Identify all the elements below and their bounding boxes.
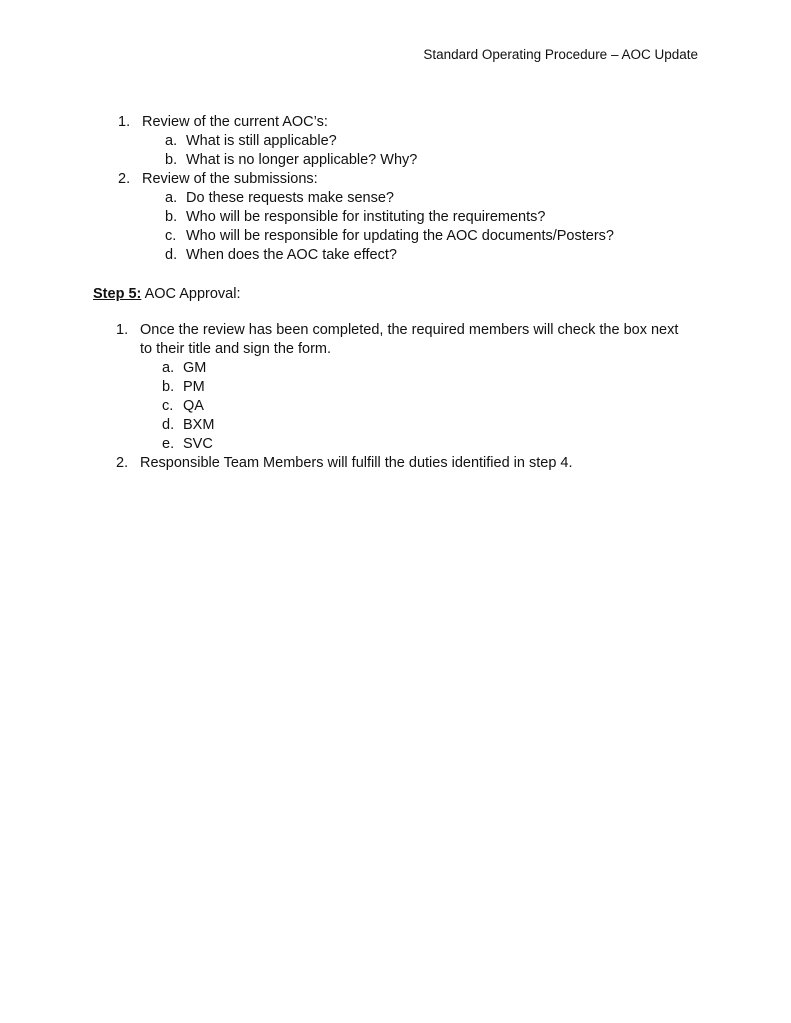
sub-list-text: BXM [183, 417, 215, 433]
list-number: 2. [116, 455, 129, 471]
sub-list-letter: a. [162, 360, 175, 376]
sub-list-text: PM [183, 379, 205, 395]
sub-list-item [165, 189, 394, 208]
sub-list-item [165, 208, 545, 227]
page-header: Standard Operating Procedure – AOC Update [423, 47, 698, 62]
sub-list-letter: b. [162, 379, 175, 395]
step-title: AOC Approval: [141, 286, 241, 302]
sub-list-item [162, 378, 205, 397]
list-text: Once the review has been completed, the required members will check the box next [140, 322, 679, 338]
sub-list-text: SVC [183, 436, 213, 452]
sub-list-text: QA [183, 398, 204, 414]
sub-list-letter: a. [165, 133, 178, 149]
list-item [116, 454, 573, 473]
sub-list-letter: c. [165, 228, 177, 244]
sub-list-letter: c. [162, 398, 174, 414]
sub-list-letter: a. [165, 190, 178, 206]
sub-list-letter: b. [165, 152, 178, 168]
sub-list-letter: d. [165, 247, 178, 263]
sub-list-item [165, 132, 337, 151]
list-item [118, 170, 318, 189]
sub-list-text: When does the AOC take effect? [186, 247, 397, 263]
list-text: Review of the current AOC’s: [142, 114, 328, 130]
sub-list-text: Who will be responsible for updating the AOC documents/Posters? [186, 228, 614, 244]
sub-list-item [162, 397, 204, 416]
list-text-continuation: to their title and sign the form. [140, 341, 332, 357]
sub-list-letter: e. [162, 436, 175, 452]
list-item [116, 321, 678, 340]
sub-list-text: Who will be responsible for instituting the requirements? [186, 209, 546, 225]
sub-list-text: Do these requests make sense? [186, 190, 394, 206]
sub-list-item [165, 227, 614, 246]
sub-list-item [162, 435, 213, 454]
sub-list-item [162, 359, 206, 378]
list-item [118, 113, 328, 132]
list-number: 1. [118, 114, 131, 130]
sub-list-text: GM [183, 360, 207, 376]
list-number: 1. [116, 322, 129, 338]
sub-list-letter: d. [162, 417, 175, 433]
sub-list-text: What is no longer applicable? Why? [186, 152, 418, 168]
sub-list-item [165, 246, 397, 265]
step-heading [93, 285, 240, 304]
sub-list-letter: b. [165, 209, 178, 225]
sub-list-item [165, 151, 417, 170]
sub-list-text: What is still applicable? [186, 133, 337, 149]
list-text: Review of the submissions: [142, 171, 318, 187]
sub-list-item [162, 416, 214, 435]
list-text: Responsible Team Members will fulfill the duties identified in step 4. [140, 455, 573, 471]
step-label: Step 5: [93, 286, 142, 302]
list-number: 2. [118, 171, 131, 187]
